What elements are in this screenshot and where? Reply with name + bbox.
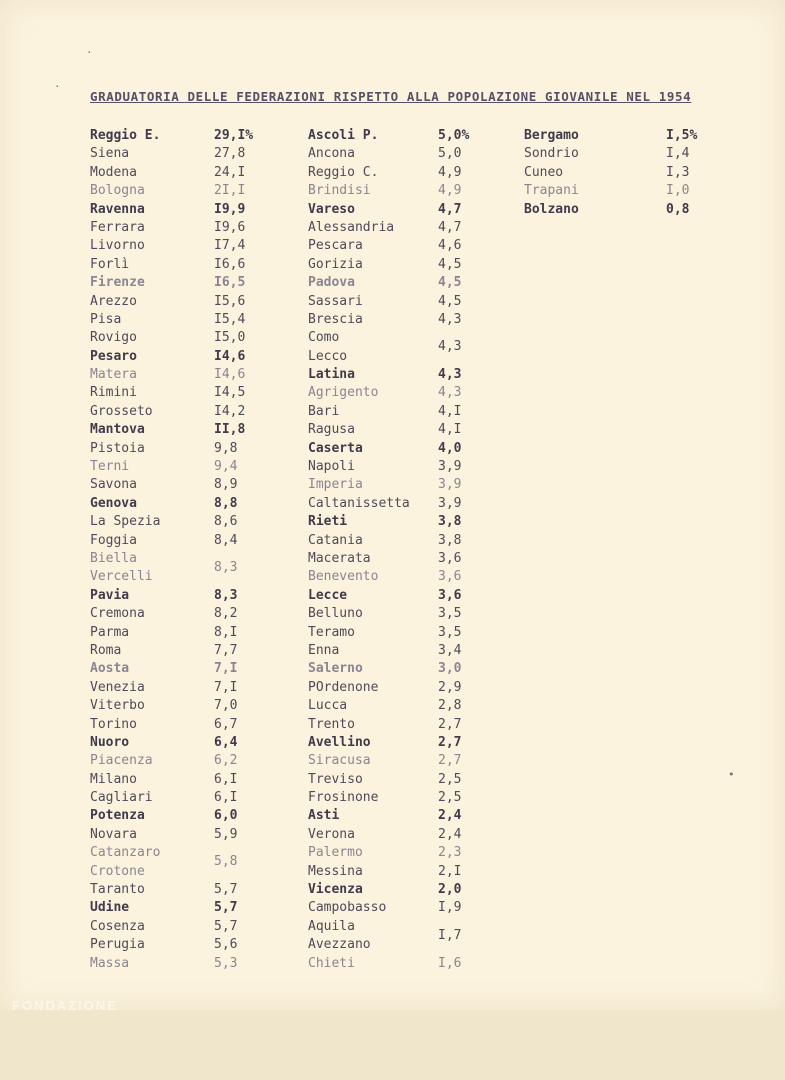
federation-name: [308, 403, 339, 421]
federation-name-line: Terni: [90, 459, 130, 475]
percentage-value: 3,9: [438, 477, 462, 493]
federation-name: [90, 237, 145, 255]
percentage-value: 9,8: [214, 440, 238, 456]
federation-name-line: Modena: [90, 164, 137, 180]
federation-name: [308, 844, 363, 862]
percentage-value: 3,8: [438, 514, 462, 530]
federation-name: [308, 550, 371, 568]
federation-name-line: Pavia: [90, 587, 130, 603]
percentage-value: 6,2: [214, 753, 238, 769]
percentage-value: 0,8: [666, 201, 690, 217]
federation-name-line: Biella: [90, 550, 137, 566]
federation-name: [308, 219, 394, 237]
percentage-value: 6,I: [214, 790, 238, 806]
federation-name: [90, 127, 160, 145]
federation-name-line: Aquila: [308, 918, 355, 934]
percentage-value: 5,9: [214, 826, 238, 842]
federation-name: [90, 587, 129, 605]
federation-name-line: Rimini: [90, 385, 137, 401]
federation-name-line: POrdenone: [308, 679, 379, 695]
federation-name-line: Bologna: [90, 183, 145, 199]
federation-name: [90, 440, 145, 458]
federation-name-line: Taranto: [90, 882, 145, 898]
federation-name-line: Reggio E.: [90, 128, 161, 143]
federation-name-line: Pesaro: [90, 348, 137, 364]
federation-name: [90, 771, 137, 789]
federation-name-line: Treviso: [308, 771, 363, 787]
percentage-value: 29,I%: [214, 128, 254, 143]
federation-name-line: Novara: [90, 826, 137, 842]
percentage-value: 6,4: [214, 734, 238, 750]
percentage-value: 5,8: [214, 854, 238, 870]
percentage-value: 7,7: [214, 642, 238, 658]
federation-name: [308, 624, 355, 642]
federation-name-line: Macerata: [308, 551, 371, 566]
percentage-value: 2,0: [438, 882, 462, 898]
federation-name-line: Sondrio: [524, 146, 579, 162]
federation-name-line: Perugia: [90, 937, 145, 953]
federation-name-line: Brindisi: [308, 183, 371, 199]
federation-name-line: Nuoro: [90, 734, 130, 750]
federation-name-line: Venezia: [90, 679, 145, 695]
percentage-value: I,6: [438, 955, 462, 971]
percentage-value: 4,0: [438, 440, 462, 456]
percentage-value: 5,3: [214, 955, 238, 971]
federation-name-line: Avellino: [308, 734, 371, 750]
federation-name: [90, 679, 145, 697]
federation-name-line: Messina: [308, 863, 363, 879]
percentage-value: 8,2: [214, 606, 238, 622]
federation-name-line: Ferrara: [90, 219, 145, 235]
federation-name-line: Rieti: [308, 514, 348, 530]
federation-name: [90, 642, 121, 660]
percentage-value: I7,4: [214, 238, 246, 254]
percentage-value: 7,I: [214, 679, 238, 695]
federation-name: [90, 807, 145, 825]
federation-name-line: Matera: [90, 367, 137, 383]
federation-name-line: Frosinone: [308, 790, 379, 806]
percentage-value: 4,3: [438, 385, 462, 401]
federation-name-line: Ragusa: [308, 422, 355, 438]
federation-name-line: Parma: [90, 624, 130, 640]
federation-name-line: Pisa: [90, 311, 122, 327]
federation-name-line: Napoli: [308, 459, 355, 475]
percentage-value: 4,5: [438, 275, 462, 291]
percentage-value: 3,5: [438, 606, 462, 622]
federation-name: [308, 274, 355, 292]
federation-name: [90, 624, 129, 642]
federation-name: [90, 826, 137, 844]
percentage-value: I,7: [438, 927, 462, 943]
percentage-value: I6,5: [214, 275, 246, 291]
federation-name-line: Foggia: [90, 532, 137, 548]
federation-name: [308, 863, 363, 881]
percentage-value: 2,9: [438, 679, 462, 695]
federation-name: [308, 955, 355, 973]
percentage-value: 4,3: [438, 339, 462, 355]
federation-name: [524, 127, 579, 145]
federation-name: [308, 697, 347, 715]
federation-name-line: Catanzaro: [90, 845, 161, 861]
federation-name: [90, 256, 129, 274]
federation-name: [524, 145, 579, 163]
percentage-value: 2,4: [438, 808, 462, 824]
federation-name-line: Viterbo: [90, 698, 145, 714]
federation-name: [90, 495, 137, 513]
federation-name: [90, 881, 145, 899]
federation-name: [90, 403, 153, 421]
percentage-value: 5,7: [214, 900, 238, 916]
scan-bottom-margin: [0, 1010, 785, 1080]
federation-name-line: Siena: [90, 146, 130, 162]
percentage-value: II,8: [214, 422, 246, 438]
federation-name-line: Mantova: [90, 422, 145, 438]
federation-name: [90, 660, 129, 678]
federation-name: [308, 311, 363, 329]
federation-name: [90, 476, 137, 494]
federation-name-line: Firenze: [90, 275, 145, 291]
federation-name: [308, 127, 378, 145]
federation-name-line: Brescia: [308, 311, 363, 327]
watermark-text: FONDAZIONE: [12, 998, 118, 1013]
federation-name-line: Avezzano: [308, 937, 371, 953]
federation-name: [90, 366, 137, 384]
percentage-value: I4,6: [214, 367, 246, 383]
federation-name: [308, 384, 378, 402]
percentage-value: 8,3: [214, 587, 238, 603]
federation-name: [308, 476, 363, 494]
percentage-value: 2,5: [438, 790, 462, 806]
federation-name: [308, 605, 363, 623]
federation-name-line: Udine: [90, 900, 130, 916]
federation-name: [308, 440, 363, 458]
federation-name-line: Palermo: [308, 845, 363, 861]
federation-name: [308, 366, 355, 384]
federation-name-line: Siracusa: [308, 753, 371, 769]
federation-name-line: Padova: [308, 275, 355, 291]
federation-name-line: Trento: [308, 716, 355, 732]
percentage-value: 4,9: [438, 164, 462, 180]
percentage-value: 2,5: [438, 771, 462, 787]
federation-name-line: Crotone: [90, 863, 145, 879]
percentage-value: 3,6: [438, 587, 462, 603]
federation-name-line: Lecco: [308, 348, 348, 364]
federation-name: [308, 642, 339, 660]
percentage-value: I6,6: [214, 256, 246, 272]
federation-name: [90, 955, 129, 973]
federation-name-line: Enna: [308, 642, 340, 658]
ink-speck: •: [728, 768, 735, 781]
federation-name: [308, 807, 339, 825]
federation-name-line: Reggio C.: [308, 164, 379, 180]
percentage-value: 4,I: [438, 422, 462, 438]
federation-name: [308, 568, 378, 586]
percentage-value: 8,I: [214, 624, 238, 640]
federation-name: [90, 918, 145, 936]
percentage-value: 2,8: [438, 698, 462, 714]
percentage-value: 5,0: [438, 146, 462, 162]
federation-name: [90, 458, 129, 476]
federation-name: [90, 348, 137, 366]
federation-name-line: Caserta: [308, 440, 363, 456]
federation-name-line: Rovigo: [90, 330, 137, 346]
percentage-value: 5,6: [214, 937, 238, 953]
federation-name: [90, 293, 137, 311]
federation-name: [308, 532, 363, 550]
federation-name: [308, 495, 410, 513]
percentage-value: 8,4: [214, 532, 238, 548]
percentage-value: 3,6: [438, 551, 462, 566]
federation-name: [308, 421, 355, 439]
federation-name-line: Chieti: [308, 955, 355, 971]
percentage-value: 4,7: [438, 219, 462, 235]
percentage-value: 4,9: [438, 183, 462, 199]
percentage-value: 4,5: [438, 293, 462, 309]
federation-name-line: Latina: [308, 367, 355, 383]
federation-name-line: Massa: [90, 955, 130, 971]
federation-name: [308, 513, 347, 531]
percentage-value: 8,8: [214, 495, 238, 511]
percentage-value: 3,9: [438, 459, 462, 475]
federation-name-line: Benevento: [308, 569, 379, 585]
federation-name-line: Cuneo: [524, 164, 564, 180]
federation-name-line: Campobasso: [308, 900, 387, 916]
federation-name-line: Aosta: [90, 661, 130, 677]
federation-name-line: Verona: [308, 826, 355, 842]
percentage-value: I9,6: [214, 219, 246, 235]
percentage-value: 6,I: [214, 771, 238, 787]
percentage-value: I5,0: [214, 330, 246, 346]
federation-name: [90, 274, 145, 292]
percentage-value: I5,6: [214, 293, 246, 309]
percentage-value: 2,I: [438, 863, 462, 879]
federation-name-line: Trapani: [524, 183, 579, 199]
federation-name-line: Belluno: [308, 606, 363, 622]
federation-name-line: Imperia: [308, 477, 363, 493]
percentage-value: I4,6: [214, 348, 246, 364]
federation-name: [308, 789, 378, 807]
percentage-value: 5,0%: [438, 128, 470, 143]
percentage-value: 3,9: [438, 495, 462, 511]
percentage-value: 4,I: [438, 403, 462, 419]
federation-name: [90, 532, 137, 550]
percentage-value: 24,I: [214, 164, 246, 180]
percentage-value: 2,7: [438, 716, 462, 732]
federation-name: [308, 329, 347, 366]
percentage-value: 2,7: [438, 753, 462, 769]
percentage-value: 4,7: [438, 201, 462, 217]
percentage-value: 4,6: [438, 238, 462, 254]
percentage-value: I,4: [666, 146, 690, 162]
federation-name: [308, 293, 363, 311]
federation-name: [90, 844, 160, 881]
percentage-value: I,3: [666, 164, 690, 180]
federation-name: [308, 145, 355, 163]
percentage-value: 2,7: [438, 734, 462, 750]
percentage-value: 7,I: [214, 661, 238, 677]
federation-name-line: Potenza: [90, 808, 145, 824]
federation-name-line: Catania: [308, 532, 363, 548]
federation-name: [90, 513, 160, 531]
percentage-value: I4,5: [214, 385, 246, 401]
percentage-value: 5,7: [214, 882, 238, 898]
federation-name: [308, 918, 371, 955]
percentage-value: I5,4: [214, 311, 246, 327]
federation-name-line: La Spezia: [90, 514, 161, 530]
percentage-value: I,9: [438, 900, 462, 916]
percentage-value: 6,0: [214, 808, 238, 824]
federation-name: [90, 329, 137, 347]
federation-name: [90, 605, 145, 623]
federation-name: [524, 164, 563, 182]
federation-name: [524, 182, 579, 200]
federation-name-line: Salerno: [308, 661, 363, 677]
federation-name-line: Caltanissetta: [308, 495, 410, 511]
federation-name: [90, 734, 129, 752]
document-title: GRADUATORIA DELLE FEDERAZIONI RISPETTO ALLA POPOLAZIONE GIOVANILE NEL 1954: [90, 89, 692, 104]
ink-speck: ·: [54, 80, 61, 93]
federation-name: [308, 164, 378, 182]
percentage-value: 4,5: [438, 256, 462, 272]
percentage-value: 5,7: [214, 918, 238, 934]
federation-name: [308, 881, 363, 899]
percentage-value: 9,4: [214, 459, 238, 475]
federation-name: [524, 201, 579, 219]
federation-name-line: Vareso: [308, 201, 355, 217]
federation-name: [90, 384, 137, 402]
federation-name: [90, 164, 137, 182]
federation-name-line: Gorizia: [308, 256, 363, 272]
federation-name-line: Cosenza: [90, 918, 145, 934]
federation-name-line: Piacenza: [90, 753, 153, 769]
federation-name-line: Sassari: [308, 293, 363, 309]
federation-name: [308, 826, 355, 844]
federation-name-line: Pescara: [308, 238, 363, 254]
federation-name: [308, 660, 363, 678]
federation-name-line: Agrigento: [308, 385, 379, 401]
federation-name: [90, 899, 129, 917]
percentage-value: 2,3: [438, 845, 462, 861]
federation-name: [90, 716, 137, 734]
federation-name-line: Bolzano: [524, 201, 579, 217]
federation-name: [90, 697, 145, 715]
federation-name-line: Asti: [308, 808, 340, 824]
percentage-value: 3,8: [438, 532, 462, 548]
percentage-value: 8,6: [214, 514, 238, 530]
federation-name: [308, 182, 371, 200]
federation-name-line: Ascoli P.: [308, 128, 379, 143]
percentage-value: 8,3: [214, 559, 238, 575]
federation-name-line: Teramo: [308, 624, 355, 640]
federation-name-line: Livorno: [90, 238, 145, 254]
percentage-value: I4,2: [214, 403, 246, 419]
percentage-value: 3,6: [438, 569, 462, 585]
federation-name: [308, 771, 363, 789]
federation-name-line: Vicenza: [308, 882, 363, 898]
federation-name-line: Alessandria: [308, 219, 395, 235]
federation-name: [90, 311, 121, 329]
federation-name: [308, 201, 355, 219]
federation-name: [90, 550, 153, 587]
percentage-value: 4,3: [438, 367, 462, 383]
federation-name: [90, 182, 145, 200]
percentage-value: 8,9: [214, 477, 238, 493]
percentage-value: I,5%: [666, 128, 698, 143]
federation-name-line: Cagliari: [90, 790, 153, 806]
federation-name-line: Forlì: [90, 256, 130, 272]
federation-name-line: Torino: [90, 716, 137, 732]
federation-name: [90, 145, 129, 163]
federation-name: [90, 789, 153, 807]
federation-name-line: Bari: [308, 403, 340, 419]
percentage-value: 2I,I: [214, 183, 246, 199]
percentage-value: 2,4: [438, 826, 462, 842]
federation-name-line: Bergamo: [524, 128, 579, 143]
percentage-value: 3,0: [438, 661, 462, 677]
federation-name-line: Como: [308, 330, 340, 346]
percentage-value: 3,5: [438, 624, 462, 640]
federation-name: [308, 899, 386, 917]
federation-name-line: Lucca: [308, 698, 348, 714]
federation-name: [308, 716, 355, 734]
federation-name-line: Genova: [90, 495, 137, 511]
ink-speck: ·: [86, 46, 93, 59]
federation-name: [308, 752, 371, 770]
federation-name: [90, 201, 145, 219]
federation-name: [90, 752, 153, 770]
federation-name: [308, 237, 363, 255]
federation-name-line: Vercelli: [90, 569, 153, 585]
federation-name-line: Pistoia: [90, 440, 145, 456]
federation-name-line: Lecce: [308, 587, 348, 603]
federation-name-line: Milano: [90, 771, 137, 787]
percentage-value: 6,7: [214, 716, 238, 732]
percentage-value: 3,4: [438, 642, 462, 658]
percentage-value: I,0: [666, 183, 690, 199]
percentage-value: 7,0: [214, 698, 238, 714]
percentage-value: 4,3: [438, 311, 462, 327]
federation-name: [90, 936, 145, 954]
federation-name: [90, 421, 145, 439]
federation-name-line: Ancona: [308, 146, 355, 162]
federation-name: [308, 734, 371, 752]
federation-name-line: Ravenna: [90, 201, 145, 217]
federation-name-line: Arezzo: [90, 293, 137, 309]
federation-name-line: Cremona: [90, 606, 145, 622]
percentage-value: 27,8: [214, 146, 246, 162]
federation-name: [308, 458, 355, 476]
federation-name: [90, 219, 145, 237]
federation-name-line: Roma: [90, 642, 122, 658]
federation-name-line: Grosseto: [90, 403, 153, 419]
percentage-value: I9,9: [214, 201, 246, 217]
federation-name: [308, 587, 347, 605]
federation-name: [308, 256, 363, 274]
federation-name-line: Savona: [90, 477, 137, 493]
federation-name: [308, 679, 378, 697]
